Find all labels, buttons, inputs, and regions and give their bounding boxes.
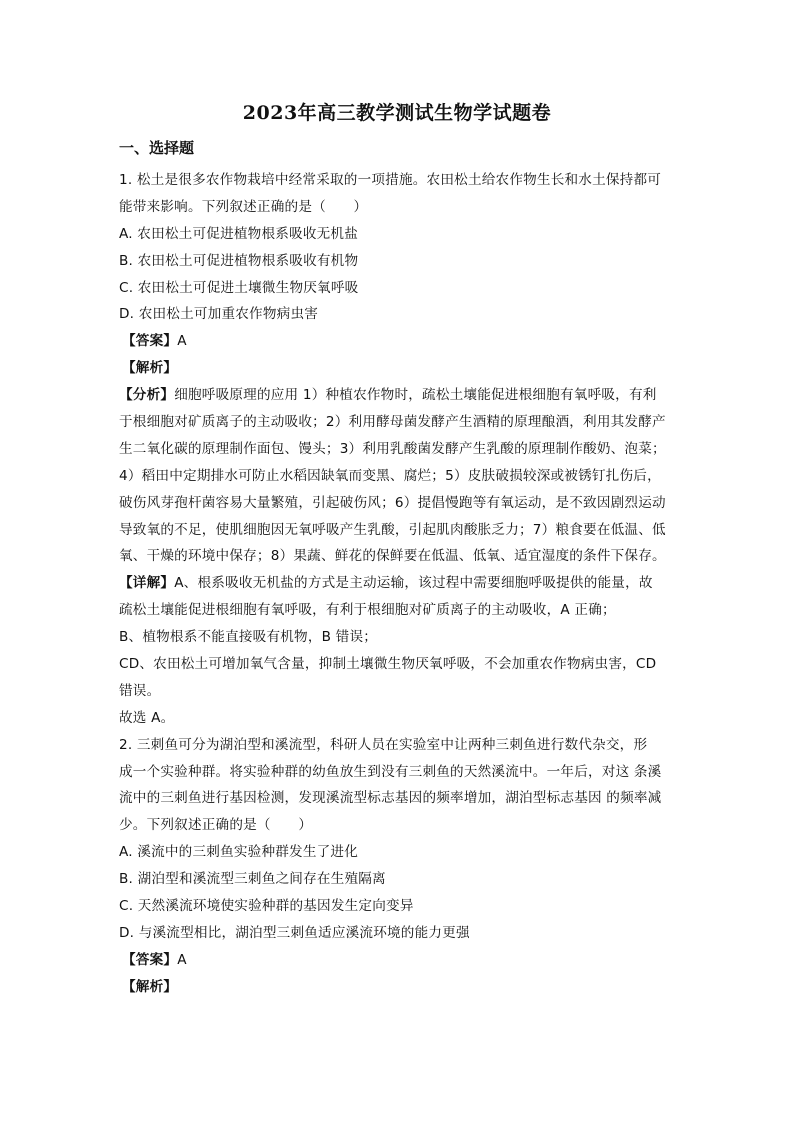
section-label: 【答案】 [122, 333, 178, 350]
document-title: 2023年高三教学测试生物学试题卷 [242, 102, 552, 124]
section-label: 【分析】 [119, 387, 175, 404]
text-line [119, 355, 689, 382]
text-line [119, 812, 689, 839]
line-text: B. 湖泊型和溪流型三刺鱼之间存在生殖隔离 [119, 871, 386, 888]
line-text: B. 农田松土可促进植物根系吸收有机物 [119, 252, 359, 269]
text-line [119, 785, 689, 812]
line-text: 4）稻田中定期排水可防止水稻因缺氧而变黑、腐烂；5）皮肤破损较深或被锈钉扎伤后， [119, 467, 661, 484]
text-line [119, 839, 689, 866]
line-text: C. 天然溪流环境使实验种群的基因发生定向变异 [119, 898, 414, 915]
text-line [119, 463, 689, 490]
line-text: 流中的三刺鱼进行基因检测，发现溪流型标志基因的频率增加，湖泊型标志基因 的频率减 [119, 790, 662, 807]
text-line [119, 866, 689, 893]
text-line [119, 382, 689, 409]
line-text: A. 农田松土可促进植物根系吸收无机盐 [119, 225, 359, 242]
section-label: 【解析】 [122, 360, 178, 377]
text-line [119, 194, 689, 221]
text-line [119, 920, 689, 947]
line-text: 能带来影响。下列叙述正确的是（ ） [119, 198, 368, 215]
text-line [119, 678, 689, 705]
line-text: 生二氧化碳的原理制作面包、馒头；3）利用乳酸菌发酵产生乳酸的原理制作酸奶、泡菜； [119, 440, 666, 457]
text-line [119, 893, 689, 920]
line-text: B、植物根系不能直接吸有机物，B 错误； [119, 629, 378, 646]
section-label: 【答案】 [122, 951, 178, 968]
line-text: 错误。 [119, 682, 161, 699]
text-line [119, 974, 689, 1001]
line-text: 氧、干燥的环境中保存；8）果蔬、鲜花的保鲜要在低温、低氧、适宜湿度的条件下保存。 [119, 548, 666, 565]
text-line [119, 597, 689, 624]
text-line [119, 221, 689, 248]
text-line [119, 947, 689, 974]
text-line [119, 275, 689, 302]
text-line [119, 167, 689, 194]
line-text: C. 农田松土可促进土壤微生物厌氧呼吸 [119, 279, 359, 296]
text-line [119, 705, 689, 732]
line-text: A、根系吸收无机盐的方式是主动运输，该过程中需要细胞呼吸提供的能量，故 [174, 575, 653, 592]
line-text: CD、农田松土可增加氧气含量，抑制土壤微生物厌氧呼吸，不会加重农作物病虫害，CD [119, 656, 657, 673]
text-line [119, 570, 689, 597]
text-line [119, 543, 689, 570]
line-text: 1. 松土是很多农作物栽培中经常采取的一项措施。农田松土给农作物生长和水土保持都可 [119, 172, 662, 188]
line-text: D. 与溪流型相比，湖泊型三刺鱼适应溪流环境的能力更强 [119, 924, 470, 941]
text-line [119, 436, 689, 463]
document-body [119, 167, 689, 1001]
text-line [119, 301, 689, 328]
line-text: D. 农田松土可加重农作物病虫害 [119, 306, 319, 323]
section-heading: 一、选择题 [119, 139, 195, 157]
line-text: 导致氧的不足，使肌细胞因无氧呼吸产生乳酸，引起肌肉酸胀乏力；7）粮食要在低温、低 [119, 521, 666, 538]
text-line [119, 248, 689, 275]
line-text: A [177, 333, 187, 350]
line-text: 故选 A。 [119, 709, 175, 726]
line-text: 于根细胞对矿质离子的主动吸收；2）利用酵母菌发酵产生酒精的原理酿酒，利用其发酵产 [119, 414, 666, 431]
line-text: 2. 三刺鱼可分为湖泊型和溪流型，科研人员在实验室中让两种三刺鱼进行数代杂交，形 [119, 736, 648, 753]
line-text: 疏松土壤能促进根细胞有氧呼吸，有利于根细胞对矿质离子的主动吸收，A 正确； [119, 602, 616, 619]
line-text: A [177, 951, 187, 968]
text-line [119, 409, 689, 436]
text-line [119, 517, 689, 544]
text-line [119, 651, 689, 678]
text-line [119, 490, 689, 517]
line-text: A. 溪流中的三刺鱼实验种群发生了进化 [119, 844, 359, 861]
line-text: 少。下列叙述正确的是（ ） [119, 817, 313, 834]
line-text: 成一个实验种群。将实验种群的幼鱼放生到没有三刺鱼的天然溪流中。一年后，对这 条溪 [119, 763, 662, 780]
text-line [119, 624, 689, 651]
section-label: 【详解】 [119, 575, 175, 592]
line-text: 细胞呼吸原理的应用 1）种植农作物时，疏松土壤能促进根细胞有氧呼吸，有利 [174, 387, 657, 404]
section-label: 【解析】 [122, 978, 178, 995]
text-line [119, 328, 689, 355]
text-line [119, 759, 689, 786]
line-text: 破伤风芽孢杆菌容易大量繁殖，引起破伤风；6）提倡慢跑等有氧运动，是不致因剧烈运动 [119, 494, 666, 511]
text-line [119, 732, 689, 759]
